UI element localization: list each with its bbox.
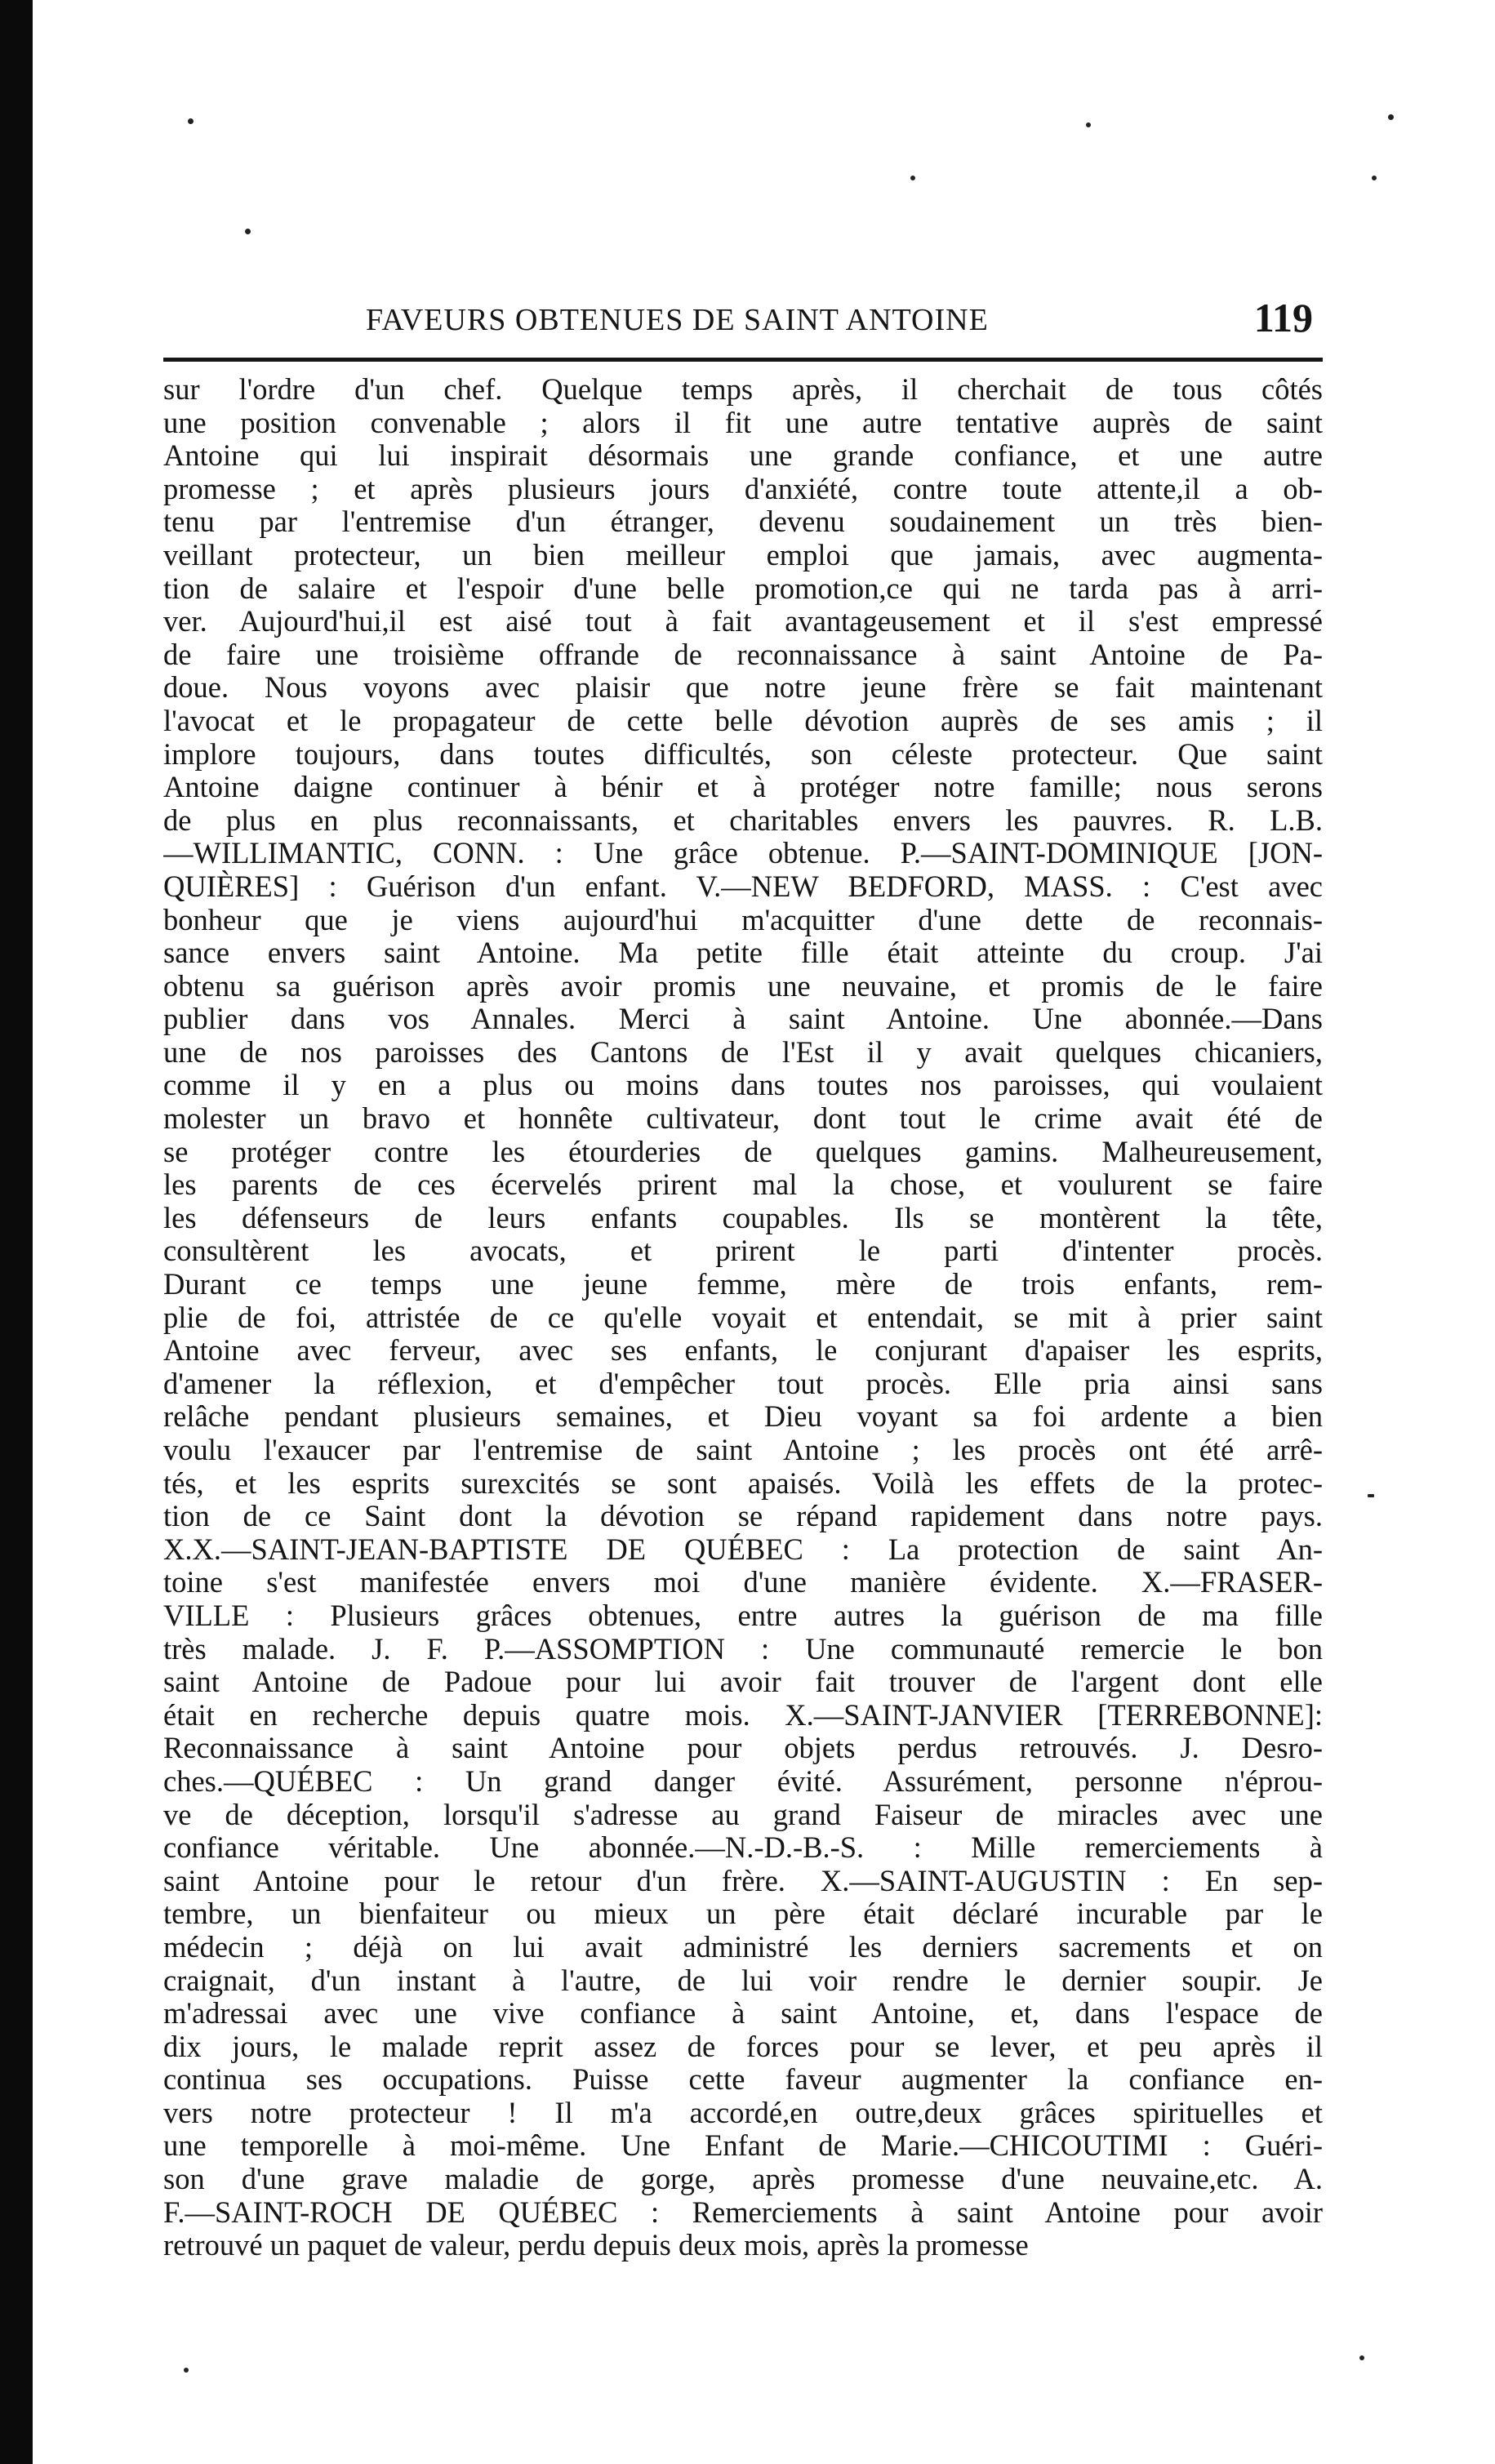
text-line: ve de déception, lorsqu'il s'adresse au grand Faiseur de miracles avec une: [163, 1798, 1323, 1831]
text-line: se protéger contre les étourderies de quelques gamins. Malheureusement,: [163, 1135, 1323, 1168]
text-line: molester un bravo et honnête cultivateur, dont tout le crime avait été de: [163, 1102, 1323, 1136]
text-line: X.X.—SAINT-JEAN-BAPTISTE DE QUÉBEC : La protection de saint An-: [163, 1532, 1323, 1566]
text-line: implore toujours, dans toutes difficultés, son céleste protecteur. Que saint: [163, 737, 1323, 771]
print-speck: [245, 229, 251, 234]
text-line: m'adressai avec une vive confiance à saint Antoine, et, dans l'espace de: [163, 1997, 1323, 2030]
text-line: saint Antoine pour le retour d'un frère. X.—SAINT-AUGUSTIN : En sep-: [163, 1864, 1323, 1897]
text-line: son d'une grave maladie de gorge, après promesse d'une neuvaine,etc. A.: [163, 2163, 1323, 2196]
text-line: toine s'est manifestée envers moi d'une manière évidente. X.—FRASER-: [163, 1566, 1323, 1599]
text-line: Antoine qui lui inspirait désormais une grande confiance, et une autre: [163, 439, 1323, 473]
book-page: [163, 294, 1323, 2262]
print-speck: [1372, 176, 1377, 180]
text-line: ches.—QUÉBEC : Un grand danger évité. Assurément, personne n'éprou-: [163, 1764, 1323, 1798]
book-binding-edge: [0, 0, 33, 2464]
print-speck: [1359, 2355, 1364, 2360]
print-speck: [184, 2368, 189, 2373]
running-head-title: FAVEURS OBTENUES DE SAINT ANTOINE: [366, 303, 989, 337]
text-line: très malade. J. F. P.—ASSOMPTION : Une communauté remercie le bon: [163, 1632, 1323, 1666]
running-head: [163, 294, 1323, 351]
text-line: tion de salaire et l'espoir d'une belle promotion,ce qui ne tarda pas à arri-: [163, 572, 1323, 605]
text-line: une de nos paroisses des Cantons de l'Est il y avait quelques chicaniers,: [163, 1035, 1323, 1069]
text-line: confiance véritable. Une abonnée.—N.-D.-B.-S. : Mille remerciements à: [163, 1831, 1323, 1865]
text-line: relâche pendant plusieurs semaines, et Dieu voyant sa foi ardente a bien: [163, 1400, 1323, 1434]
text-line: de faire une troisième offrande de reconnaissance à saint Antoine de Pa-: [163, 638, 1323, 671]
text-line: l'avocat et le propagateur de cette belle dévotion auprès de ses amis ; il: [163, 704, 1323, 737]
text-line: tion de ce Saint dont la dévotion se répand rapidement dans notre pays.: [163, 1500, 1323, 1533]
text-line: tés, et les esprits surexcités se sont apaisés. Voilà les effets de la protec-: [163, 1466, 1323, 1500]
text-line: obtenu sa guérison après avoir promis une neuvaine, et promis de le faire: [163, 969, 1323, 1003]
text-line: une position convenable ; alors il fit une autre tentative auprès de saint: [163, 406, 1323, 439]
text-line: médecin ; déjà on lui avait administré les derniers sacrements et on: [163, 1930, 1323, 1964]
header-rule: [163, 358, 1323, 362]
print-speck: [1086, 122, 1091, 127]
text-line: Durant ce temps une jeune femme, mère de trois enfants, rem-: [163, 1268, 1323, 1301]
page-number: 119: [1253, 295, 1313, 340]
text-line: comme il y en a plus ou moins dans toutes nos paroisses, qui voulaient: [163, 1069, 1323, 1102]
print-speck: [1368, 1494, 1374, 1497]
text-line: craignait, d'un instant à l'autre, de lui voir rendre le dernier soupir. Je: [163, 1964, 1323, 1997]
text-line: F.—SAINT-ROCH DE QUÉBEC : Remerciements à saint Antoine pour avoir: [163, 2195, 1323, 2229]
text-line: continua ses occupations. Puisse cette faveur augmenter la confiance en-: [163, 2063, 1323, 2097]
text-line: Reconnaissance à saint Antoine pour objets perdus retrouvés. J. Desro-: [163, 1732, 1323, 1765]
text-line: les défenseurs de leurs enfants coupables. Ils se montèrent la tête,: [163, 1201, 1323, 1234]
text-line: dix jours, le malade reprit assez de forces pour se lever, et peu après il: [163, 2030, 1323, 2063]
text-line: veillant protecteur, un bien meilleur emploi que jamais, avec augmenta-: [163, 538, 1323, 572]
text-line: doue. Nous voyons avec plaisir que notre jeune frère se fait maintenant: [163, 671, 1323, 705]
text-line: les parents de ces écervelés prirent mal la chose, et voulurent se faire: [163, 1168, 1323, 1202]
text-line: VILLE : Plusieurs grâces obtenues, entre autres la guérison de ma fille: [163, 1599, 1323, 1632]
text-line: consultèrent les avocats, et prirent le parti d'intenter procès.: [163, 1234, 1323, 1268]
text-line: QUIÈRES] : Guérison d'un enfant. V.—NEW BEDFORD, MASS. : C'est avec: [163, 870, 1323, 903]
text-line: —WILLIMANTIC, CONN. : Une grâce obtenue. P.—SAINT-DOMINIQUE [JON-: [163, 837, 1323, 870]
print-speck: [910, 176, 915, 180]
text-line: voulu l'exaucer par l'entremise de saint Antoine ; les procès ont été arrê-: [163, 1434, 1323, 1466]
body-text: [163, 373, 1323, 2262]
text-line: bonheur que je viens aujourd'hui m'acquitter d'une dette de reconnais-: [163, 903, 1323, 936]
text-line: retrouvé un paquet de valeur, perdu depuis deux mois, après la promesse: [163, 2229, 1029, 2262]
text-line: vers notre protecteur ! Il m'a accordé,en outre,deux grâces spirituelles et: [163, 2096, 1323, 2129]
text-line: ver. Aujourd'hui,il est aisé tout à fait avantageusement et il s'est empressé: [163, 605, 1323, 638]
text-line: tembre, un bienfaiteur ou mieux un père était déclaré incurable par le: [163, 1897, 1323, 1931]
text-line: de plus en plus reconnaissants, et charitables envers les pauvres. R. L.B.: [163, 803, 1323, 837]
text-line: promesse ; et après plusieurs jours d'anxiété, contre toute attente,il a ob-: [163, 472, 1323, 505]
text-line: une temporelle à moi-même. Une Enfant de Marie.—CHICOUTIMI : Guéri-: [163, 2129, 1323, 2163]
text-line: Antoine avec ferveur, avec ses enfants, le conjurant d'apaiser les esprits,: [163, 1334, 1323, 1368]
text-line: sur l'ordre d'un chef. Quelque temps après, il cherchait de tous côtés: [163, 373, 1323, 406]
text-line: sance envers saint Antoine. Ma petite fille était atteinte du croup. J'ai: [163, 936, 1323, 970]
text-line: était en recherche depuis quatre mois. X.—SAINT-JANVIER [TERREBONNE]:: [163, 1698, 1323, 1732]
print-speck: [1388, 114, 1394, 120]
text-line: d'amener la réflexion, et d'empêcher tout procès. Elle pria ainsi sans: [163, 1367, 1323, 1400]
text-line: publier dans vos Annales. Merci à saint Antoine. Une abonnée.—Dans: [163, 1003, 1323, 1036]
text-line: tenu par l'entremise d'un étranger, devenu soudainement un très bien-: [163, 505, 1323, 539]
text-line: plie de foi, attristée de ce qu'elle voyait et entendait, se mit à prier saint: [163, 1301, 1323, 1334]
print-speck: [188, 118, 194, 124]
text-line: Antoine daigne continuer à bénir et à protéger notre famille; nous serons: [163, 771, 1323, 804]
text-line: saint Antoine de Padoue pour lui avoir fait trouver de l'argent dont elle: [163, 1666, 1323, 1699]
